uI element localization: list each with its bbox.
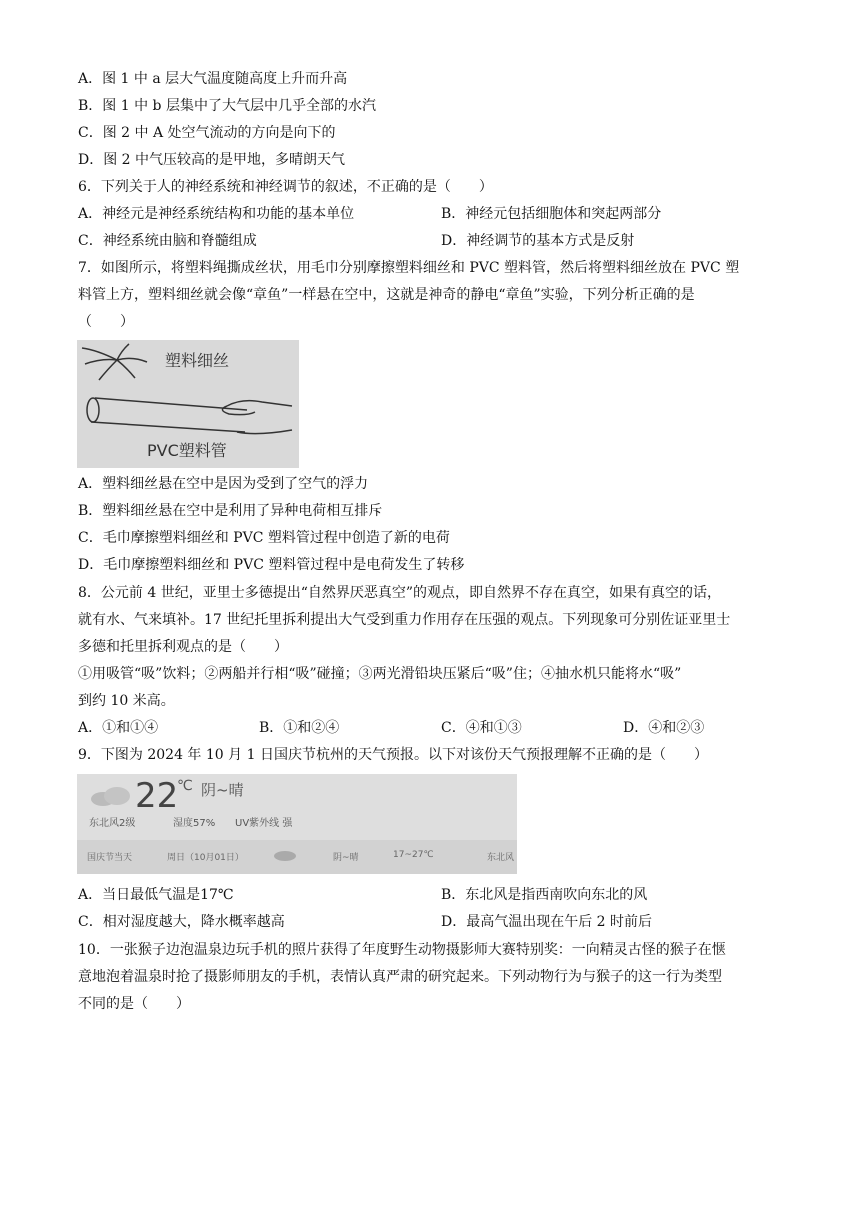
q9-option-b: B．东北风是指西南吹向东北的风 xyxy=(441,887,648,903)
q8-option-d: D．④和②③ xyxy=(623,720,705,736)
weather-day-row xyxy=(77,840,517,874)
q8-items-line-1: ①用吸管“吸”饮料；②两船并行相“吸”碰撞；③两光滑铅块压紧后“吸”住；④抽水机只能将水“吸” xyxy=(78,666,682,682)
q6-stem: 6．下列关于人的神经系统和神经调节的叙述，不正确的是（ ） xyxy=(78,179,493,195)
weather-temp-unit: ℃ xyxy=(177,778,193,794)
q7-option-a: A．塑料细丝悬在空中是因为受到了空气的浮力 xyxy=(78,476,369,492)
fig-label-pvc-tube: PVC塑料管 xyxy=(147,441,227,460)
weather-temperature: 22 xyxy=(135,776,179,816)
weather-condition: 阴~晴 xyxy=(201,781,244,799)
q6-option-d: D．神经调节的基本方式是反射 xyxy=(441,233,635,249)
pvc-tube-drawing xyxy=(87,398,247,432)
plastic-threads-drawing xyxy=(82,344,147,380)
q7-stem-line-3: （ ） xyxy=(78,314,134,330)
weather-day-label: 国庆节当天 xyxy=(87,853,133,863)
q7-option-c: C．毛巾摩擦塑料细丝和 PVC 塑料管过程中创造了新的电荷 xyxy=(78,530,450,546)
q6-option-a: A．神经元是神经系统结构和功能的基本单位 xyxy=(78,206,355,222)
q8-option-c: C．④和①③ xyxy=(441,720,522,736)
q7-option-b: B．塑料细丝悬在空中是利用了异种电荷相互排斥 xyxy=(78,503,383,519)
q9-option-c: C．相对湿度越大，降水概率越高 xyxy=(78,914,285,930)
small-cloud-icon xyxy=(273,850,297,862)
q9-option-d: D．最高气温出现在午后 2 时前后 xyxy=(441,914,653,930)
weather-temp-range: 17~27℃ xyxy=(393,850,434,860)
q5-option-b: B．图 1 中 b 层集中了大气层中几乎全部的水汽 xyxy=(78,98,376,114)
q8-stem-line-3: 多德和托里拆利观点的是（ ） xyxy=(78,639,288,655)
q6-option-b: B．神经元包括细胞体和突起两部分 xyxy=(441,206,662,222)
cloud-icon xyxy=(89,784,133,808)
static-octopus-figure xyxy=(77,340,299,468)
q8-stem-line-1: 8．公元前 4 世纪，亚里士多德提出“自然界厌恶真空”的观点，即自然界不存在真空，如果有真空的话， xyxy=(78,585,722,601)
q10-stem-line-2: 意地泡着温泉时抢了摄影师朋友的手机，表情认真严肃的研究起来。下列动物行为与猴子的这一行为类型 xyxy=(78,969,722,985)
weather-forecast-figure xyxy=(77,774,517,874)
weather-day-condition: 阴~晴 xyxy=(333,853,359,863)
q5-option-d: D．图 2 中气压较高的是甲地，多晴朗天气 xyxy=(78,152,346,168)
weather-uv: UV紫外线 强 xyxy=(235,818,293,829)
q6-option-c: C．神经系统由脑和脊髓组成 xyxy=(78,233,257,249)
q7-option-d: D．毛巾摩擦塑料细丝和 PVC 塑料管过程中是电荷发生了转移 xyxy=(78,557,465,573)
weather-date: 周日（10月01日） xyxy=(167,853,244,863)
q7-stem-line-1: 7．如图所示，将塑料绳撕成丝状，用毛巾分别摩擦塑料细丝和 PVC 塑料管，然后将塑料细丝放在 PVC 塑 xyxy=(78,260,740,276)
q8-option-b: B．①和②④ xyxy=(259,720,340,736)
hand-drawing xyxy=(222,401,292,434)
fig-label-plastic-thread: 塑料细丝 xyxy=(165,351,230,370)
q9-stem: 9．下图为 2024 年 10 月 1 日国庆节杭州的天气预报。以下对该份天气预报理解不正确的是（ ） xyxy=(78,747,708,763)
q7-stem-line-2: 料管上方，塑料细丝就会像“章鱼”一样悬在空中，这就是神奇的静电“章鱼”实验，下列分析正确的是 xyxy=(78,287,695,303)
weather-humidity: 湿度57% xyxy=(173,818,216,829)
q5-option-c: C．图 2 中 A 处空气流动的方向是向下的 xyxy=(78,125,336,141)
weather-day-wind: 东北风 xyxy=(487,853,515,863)
q10-stem-line-1: 10．一张猴子边泡温泉边玩手机的照片获得了年度野生动物摄影师大赛特别奖：一向精灵古怪的猴子在惬 xyxy=(78,942,726,958)
q10-stem-line-3: 不同的是（ ） xyxy=(78,996,190,1012)
q8-stem-line-2: 就有水、气来填补。17 世纪托里拆利提出大气受到重力作用存在压强的观点。下列现象可分别佐证亚里士 xyxy=(78,612,731,628)
q9-option-a: A．当日最低气温是17℃ xyxy=(78,887,234,903)
q5-option-a: A．图 1 中 a 层大气温度随高度上升而升高 xyxy=(78,71,348,87)
weather-wind: 东北风2级 xyxy=(89,818,136,829)
q8-option-a: A．①和①④ xyxy=(78,720,159,736)
q8-items-line-2: 到约 10 米高。 xyxy=(78,693,175,709)
